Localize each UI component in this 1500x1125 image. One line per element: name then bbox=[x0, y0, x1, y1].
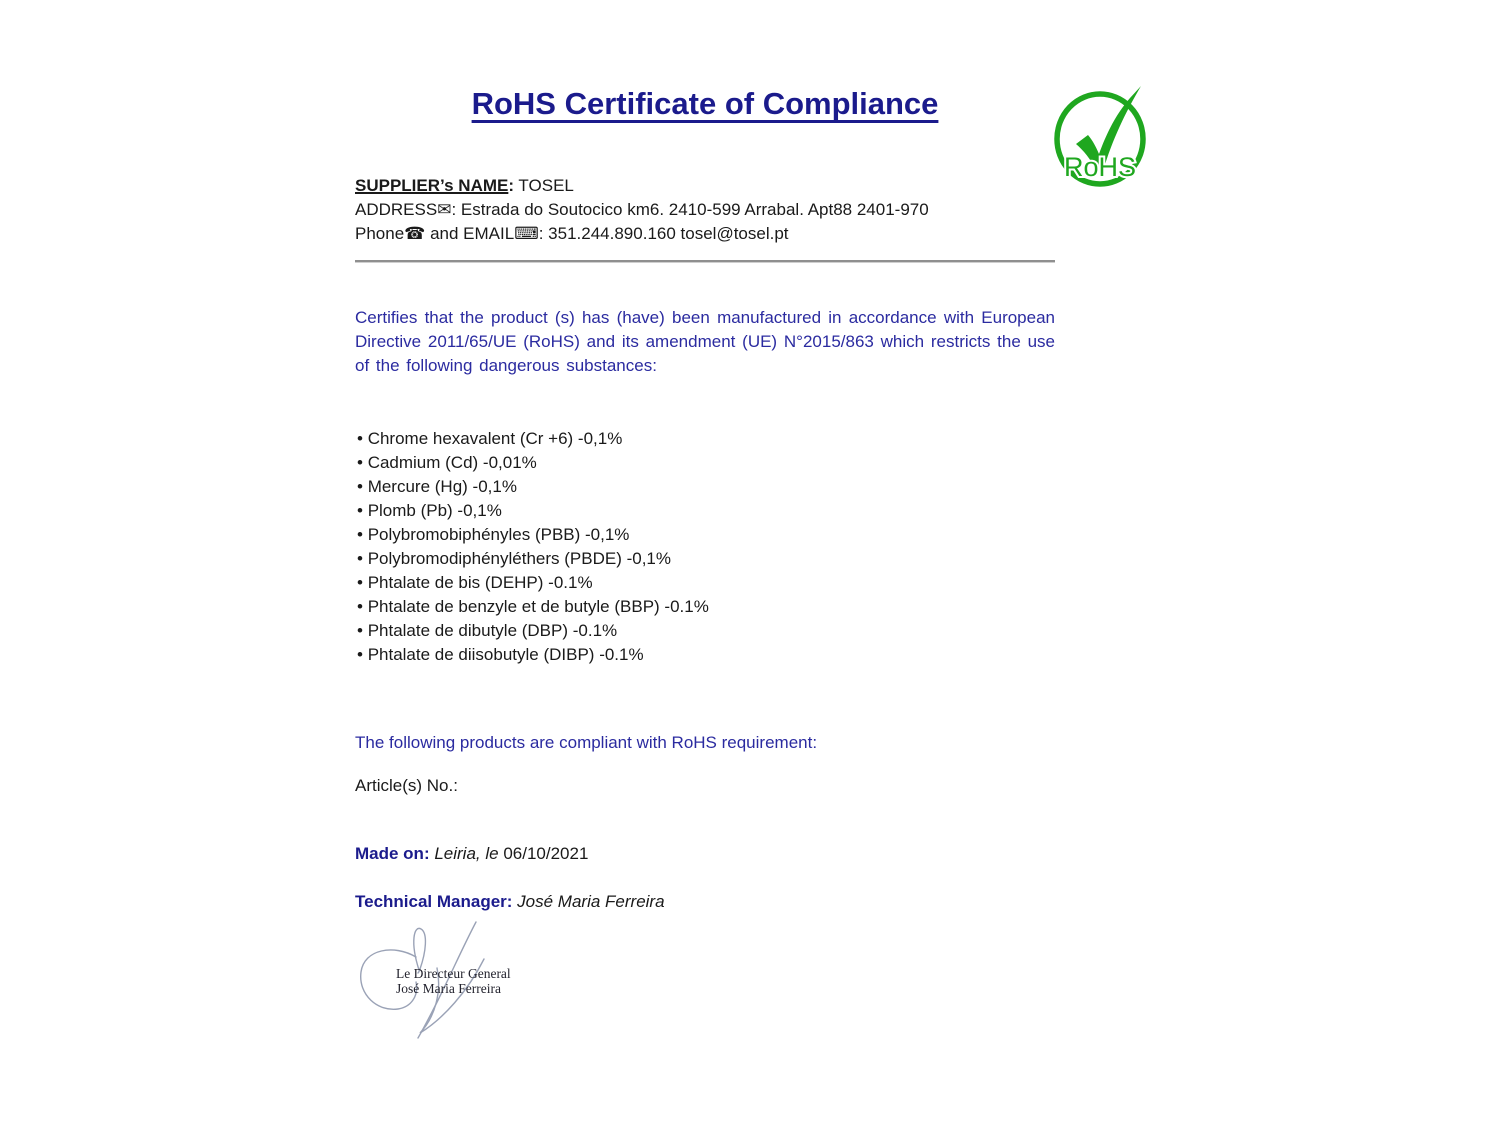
substances-list bbox=[357, 427, 709, 667]
computer-icon: ⌨ bbox=[514, 224, 539, 243]
substance-text: Phtalate de bis (DEHP) -0.1% bbox=[367, 573, 593, 592]
substance-item bbox=[357, 427, 709, 451]
address-value: : Estrada do Soutocico km6. 2410-599 Arrabal. Apt88 2401-970 bbox=[451, 200, 929, 219]
substance-text: Phtalate de diisobutyle (DIBP) -0.1% bbox=[367, 645, 644, 664]
substance-text: Phtalate de dibutyle (DBP) -0.1% bbox=[367, 621, 618, 640]
phone-label: Phone bbox=[355, 224, 405, 243]
substance-item bbox=[357, 643, 709, 667]
substance-item bbox=[357, 547, 709, 571]
substance-item bbox=[357, 619, 709, 643]
logo-label: RoHS bbox=[1063, 152, 1137, 182]
substance-item bbox=[357, 475, 709, 499]
certification-statement: Certifies that the product (s) has (have) been manufactured in accordance with European Directive 2011/65/UE (RoHS) and its amendment (UE) N°2015/863 which restricts the use of the following dangerous substances: bbox=[355, 308, 1055, 375]
rohs-logo-graphic bbox=[1050, 80, 1150, 188]
substance-text: Phtalate de benzyle et de butyle (BBP) -0.1% bbox=[367, 597, 709, 616]
made-on-date: 06/10/2021 bbox=[498, 844, 589, 863]
signature-title: Le Directeur General bbox=[396, 966, 511, 981]
technical-manager-label: Technical Manager: bbox=[355, 892, 513, 911]
substance-text: Polybromobiphényles (PBB) -0,1% bbox=[367, 525, 630, 544]
supplier-contact-line bbox=[355, 222, 1065, 246]
supplier-name-line bbox=[355, 174, 1065, 198]
supplier-address-line bbox=[355, 198, 1065, 222]
technical-manager-line bbox=[355, 892, 665, 912]
horizontal-divider bbox=[355, 260, 1055, 263]
substance-text: Chrome hexavalent (Cr +6) -0,1% bbox=[367, 429, 623, 448]
contact-value: : 351.244.890.160 tosel@tosel.pt bbox=[538, 224, 789, 243]
supplier-name-label: SUPPLIER’s NAME bbox=[355, 176, 509, 195]
technical-manager-name: José Maria Ferreira bbox=[512, 892, 665, 911]
email-label: and EMAIL bbox=[425, 224, 515, 243]
substance-item bbox=[357, 595, 709, 619]
substance-text: Plomb (Pb) -0,1% bbox=[367, 501, 502, 520]
compliance-statement: The following products are compliant with RoHS requirement: bbox=[355, 733, 818, 752]
articles-label: Article(s) No.: bbox=[355, 776, 458, 795]
made-on-label: Made on: bbox=[355, 844, 430, 863]
made-on-line bbox=[355, 844, 588, 864]
substance-text: Polybromodiphényléthers (PBDE) -0,1% bbox=[367, 549, 671, 568]
substance-item bbox=[357, 571, 709, 595]
address-label: ADDRESS bbox=[355, 200, 438, 219]
supplier-name-colon: : bbox=[508, 176, 515, 195]
signature-caption bbox=[396, 966, 511, 996]
substance-item bbox=[357, 499, 709, 523]
substance-item bbox=[357, 523, 709, 547]
page-title bbox=[355, 86, 1055, 122]
substance-text: Mercure (Hg) -0,1% bbox=[367, 477, 517, 496]
supplier-name-value: TOSEL bbox=[514, 176, 574, 195]
made-on-place: Leiria, le bbox=[429, 844, 499, 863]
substance-text: Cadmium (Cd) -0,01% bbox=[367, 453, 537, 472]
telephone-icon: ☎ bbox=[404, 224, 426, 243]
substance-item bbox=[357, 451, 709, 475]
signature-name: José Maria Ferreira bbox=[396, 981, 501, 996]
rohs-logo bbox=[1050, 80, 1150, 188]
supplier-block bbox=[355, 174, 1065, 246]
page-title-text: RoHS Certificate of Compliance bbox=[471, 86, 939, 121]
signature-block bbox=[352, 916, 562, 1066]
envelope-icon: ✉ bbox=[437, 200, 452, 219]
